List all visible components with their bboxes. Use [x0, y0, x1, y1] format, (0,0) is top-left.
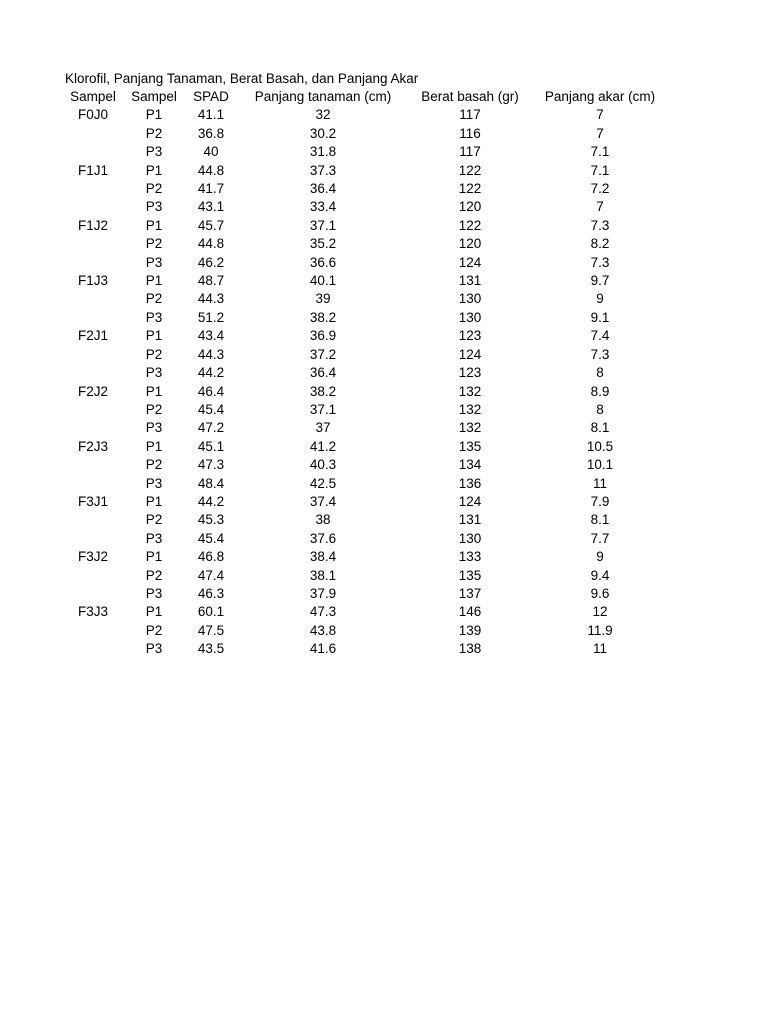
cell-sample: P2: [145, 125, 163, 141]
cell-root-length: 9.6: [590, 585, 610, 601]
cell-sample: P3: [145, 309, 163, 325]
cell-fresh-weight: 122: [458, 162, 482, 178]
cell-spad: 47.2: [197, 420, 225, 436]
cell-spad: 48.4: [197, 475, 225, 491]
cell-sample: P2: [145, 401, 163, 417]
cell-spad: 43.4: [197, 328, 225, 344]
cell-treatment: [62, 235, 124, 253]
cell-treatment: [62, 401, 124, 419]
cell-root-length: 8: [596, 401, 604, 417]
cell-fresh-weight: 130: [458, 291, 482, 307]
cell-spad: 45.4: [197, 401, 225, 417]
cell-spad: 45.1: [197, 438, 225, 454]
cell-spad: 47.5: [197, 622, 225, 638]
header-row: [62, 88, 668, 106]
cell-fresh-weight: 124: [458, 493, 482, 509]
cell-plant-height: 36.6: [309, 254, 337, 270]
cell-fresh-weight: 130: [458, 530, 482, 546]
table-row: [62, 217, 668, 235]
table-body: [62, 106, 668, 658]
cell-root-length: 7.3: [590, 217, 610, 233]
cell-treatment: [62, 567, 124, 585]
cell-spad: 44.2: [197, 493, 225, 509]
cell-fresh-weight: 124: [458, 254, 482, 270]
cell-root-length: 9: [596, 549, 604, 565]
cell-root-length: 7.3: [590, 346, 610, 362]
table-row: [62, 346, 668, 364]
table-row: [62, 327, 668, 345]
cell-sample: P1: [145, 217, 163, 233]
cell-sample: P2: [145, 567, 163, 583]
cell-plant-height: 32: [315, 107, 331, 123]
cell-treatment: [62, 143, 124, 161]
cell-root-length: 11: [592, 641, 607, 657]
cell-spad: 43.1: [197, 199, 225, 215]
table-row: [62, 235, 668, 253]
cell-spad: 41.1: [197, 107, 225, 123]
cell-spad: 45.3: [197, 512, 225, 528]
cell-plant-height: 37.2: [309, 346, 337, 362]
cell-treatment: F2J3: [77, 438, 108, 454]
column-header-plant-height: Panjang tanaman (cm): [254, 89, 392, 104]
table-row: [62, 106, 668, 124]
cell-plant-height: 37.1: [309, 401, 337, 417]
cell-fresh-weight: 131: [458, 273, 482, 289]
cell-plant-height: 39: [315, 291, 331, 307]
cell-fresh-weight: 138: [458, 641, 482, 657]
cell-sample: P3: [145, 199, 163, 215]
cell-spad: 45.7: [197, 217, 225, 233]
cell-plant-height: 31.8: [309, 144, 337, 160]
cell-spad: 47.3: [197, 457, 225, 473]
cell-sample: P3: [145, 144, 163, 160]
cell-treatment: [62, 198, 124, 216]
cell-fresh-weight: 139: [458, 622, 482, 638]
cell-spad: 40: [203, 144, 219, 160]
cell-plant-height: 40.1: [309, 273, 337, 289]
cell-sample: P1: [145, 549, 163, 565]
cell-root-length: 7.1: [590, 144, 610, 160]
sheet-title: Klorofil, Panjang Tanaman, Berat Basah, dan Panjang Akar: [65, 71, 419, 86]
column-header-spad: SPAD: [193, 89, 229, 104]
cell-plant-height: 40.3: [309, 457, 337, 473]
table-row: [62, 309, 668, 327]
cell-spad: 48.7: [197, 273, 225, 289]
cell-fresh-weight: 117: [459, 144, 481, 160]
cell-fresh-weight: 146: [458, 604, 482, 620]
cell-fresh-weight: 120: [458, 199, 482, 215]
cell-treatment: [62, 511, 124, 529]
table-row: [62, 290, 668, 308]
cell-treatment: F2J1: [77, 328, 108, 344]
cell-fresh-weight: 134: [458, 457, 482, 473]
cell-root-length: 10.1: [586, 457, 614, 473]
table-row: [62, 456, 668, 474]
cell-fresh-weight: 117: [459, 107, 481, 123]
cell-spad: 44.8: [197, 236, 225, 252]
cell-sample: P3: [145, 641, 163, 657]
cell-spad: 46.3: [197, 585, 225, 601]
cell-spad: 46.8: [197, 549, 225, 565]
cell-sample: P2: [145, 512, 163, 528]
cell-fresh-weight: 124: [458, 346, 482, 362]
cell-fresh-weight: 122: [458, 181, 482, 197]
cell-treatment: F2J2: [77, 383, 108, 399]
cell-spad: 44.8: [197, 162, 225, 178]
cell-plant-height: 30.2: [309, 125, 337, 141]
table-row: [62, 548, 668, 566]
table-row: [62, 383, 668, 401]
cell-root-length: 9.4: [590, 567, 610, 583]
table-row: [62, 603, 668, 621]
cell-treatment: [62, 585, 124, 603]
cell-treatment: F0J0: [77, 107, 108, 123]
cell-root-length: 12: [592, 604, 608, 620]
cell-fresh-weight: 116: [459, 125, 481, 141]
cell-treatment: F3J2: [77, 549, 108, 565]
cell-sample: P1: [145, 383, 163, 399]
table-row: [62, 530, 668, 548]
cell-sample: P2: [145, 236, 163, 252]
cell-spad: 51.2: [197, 309, 225, 325]
cell-sample: P1: [145, 604, 163, 620]
cell-fresh-weight: 132: [458, 401, 482, 417]
column-header-fresh-weight: Berat basah (gr): [421, 89, 519, 104]
cell-plant-height: 38.2: [309, 309, 337, 325]
cell-sample: P1: [145, 273, 163, 289]
cell-treatment: [62, 622, 124, 640]
table-row: [62, 475, 668, 493]
cell-fresh-weight: 123: [458, 328, 482, 344]
table-row: [62, 438, 668, 456]
table-row: [62, 254, 668, 272]
cell-root-length: 7.4: [590, 328, 610, 344]
table-row: [62, 401, 668, 419]
cell-treatment: [62, 456, 124, 474]
cell-fresh-weight: 132: [458, 383, 482, 399]
cell-root-length: 9.7: [590, 273, 610, 289]
cell-sample: P3: [145, 475, 163, 491]
cell-fresh-weight: 131: [458, 512, 482, 528]
cell-treatment: [62, 290, 124, 308]
cell-treatment: F1J1: [77, 162, 108, 178]
table-row: [62, 640, 668, 658]
table-row: [62, 585, 668, 603]
cell-sample: P1: [145, 328, 163, 344]
cell-plant-height: 36.4: [309, 181, 337, 197]
cell-plant-height: 47.3: [309, 604, 337, 620]
cell-root-length: 8.1: [590, 512, 610, 528]
cell-sample: P2: [145, 457, 163, 473]
column-header-root-length: Panjang akar (cm): [544, 89, 656, 104]
cell-sample: P2: [145, 291, 163, 307]
cell-plant-height: 35.2: [309, 236, 337, 252]
cell-plant-height: 38: [315, 512, 331, 528]
cell-plant-height: 33.4: [309, 199, 337, 215]
cell-treatment: [62, 254, 124, 272]
table-row: [62, 364, 668, 382]
cell-plant-height: 38.1: [309, 567, 337, 583]
cell-root-length: 8.9: [590, 383, 610, 399]
cell-spad: 60.1: [197, 604, 225, 620]
cell-treatment: F3J3: [77, 604, 108, 620]
cell-plant-height: 37.4: [309, 493, 337, 509]
cell-fresh-weight: 122: [458, 217, 482, 233]
cell-fresh-weight: 132: [458, 420, 482, 436]
cell-fresh-weight: 123: [458, 365, 482, 381]
cell-sample: P1: [145, 162, 163, 178]
cell-treatment: [62, 640, 124, 658]
cell-treatment: [62, 180, 124, 198]
cell-root-length: 7: [596, 125, 604, 141]
cell-sample: P3: [145, 365, 163, 381]
cell-plant-height: 41.2: [309, 438, 337, 454]
cell-root-length: 7.1: [590, 162, 610, 178]
cell-spad: 44.2: [197, 365, 225, 381]
table-row: [62, 162, 668, 180]
cell-treatment: [62, 530, 124, 548]
cell-fresh-weight: 120: [458, 236, 482, 252]
cell-spad: 46.4: [197, 383, 225, 399]
cell-treatment: [62, 364, 124, 382]
cell-plant-height: 36.4: [309, 365, 337, 381]
cell-fresh-weight: 137: [458, 585, 482, 601]
cell-spad: 45.4: [197, 530, 225, 546]
cell-root-length: 10.5: [586, 438, 614, 454]
cell-sample: P3: [145, 420, 163, 436]
table-row: [62, 125, 668, 143]
cell-sample: P1: [145, 438, 163, 454]
cell-treatment: [62, 475, 124, 493]
cell-spad: 44.3: [197, 346, 225, 362]
cell-plant-height: 37.9: [309, 585, 337, 601]
cell-treatment: F3J1: [77, 493, 108, 509]
cell-plant-height: 36.9: [309, 328, 337, 344]
cell-spad: 41.7: [197, 181, 225, 197]
cell-spad: 43.5: [197, 641, 225, 657]
cell-spad: 44.3: [197, 291, 225, 307]
cell-root-length: 7.2: [590, 181, 610, 197]
cell-sample: P2: [145, 181, 163, 197]
cell-fresh-weight: 130: [458, 309, 482, 325]
table-row: [62, 180, 668, 198]
cell-treatment: [62, 346, 124, 364]
cell-sample: P1: [145, 493, 163, 509]
cell-fresh-weight: 135: [458, 438, 482, 454]
cell-root-length: 7.7: [590, 530, 610, 546]
cell-fresh-weight: 135: [458, 567, 482, 583]
cell-plant-height: 38.2: [309, 383, 337, 399]
cell-root-length: 7.3: [590, 254, 610, 270]
cell-plant-height: 41.6: [309, 641, 337, 657]
cell-root-length: 7.9: [590, 493, 610, 509]
cell-treatment: [62, 309, 124, 327]
table-row: [62, 493, 668, 511]
table-row: [62, 143, 668, 161]
cell-root-length: 9: [596, 291, 604, 307]
cell-root-length: 7: [596, 107, 604, 123]
cell-plant-height: 43.8: [309, 622, 337, 638]
cell-sample: P3: [145, 530, 163, 546]
column-header-sample: Sampel: [131, 89, 177, 104]
table-row: [62, 567, 668, 585]
cell-fresh-weight: 133: [458, 549, 482, 565]
table-row: [62, 622, 668, 640]
cell-treatment: F1J3: [77, 273, 108, 289]
cell-treatment: F1J2: [77, 217, 108, 233]
table-row: [62, 419, 668, 437]
cell-sample: P3: [145, 254, 163, 270]
cell-plant-height: 37.1: [309, 217, 337, 233]
cell-root-length: 11: [592, 475, 607, 491]
cell-plant-height: 37.3: [309, 162, 337, 178]
cell-plant-height: 42.5: [309, 475, 337, 491]
table-row: [62, 511, 668, 529]
cell-fresh-weight: 136: [458, 475, 482, 491]
cell-spad: 46.2: [197, 254, 225, 270]
cell-root-length: 11.9: [587, 622, 613, 638]
cell-root-length: 9.1: [590, 309, 610, 325]
cell-spad: 36.8: [197, 125, 225, 141]
cell-spad: 47.4: [197, 567, 225, 583]
cell-root-length: 8: [596, 365, 604, 381]
table-row: [62, 198, 668, 216]
cell-sample: P2: [145, 622, 163, 638]
cell-root-length: 7: [596, 199, 604, 215]
column-header-treatment: Sampel: [70, 89, 116, 104]
cell-treatment: [62, 419, 124, 437]
cell-root-length: 8.2: [590, 236, 610, 252]
cell-plant-height: 38.4: [309, 549, 337, 565]
cell-root-length: 8.1: [590, 420, 610, 436]
cell-sample: P3: [145, 585, 163, 601]
data-table: [62, 88, 668, 659]
cell-sample: P2: [145, 346, 163, 362]
cell-plant-height: 37: [315, 420, 331, 436]
table-row: [62, 272, 668, 290]
cell-treatment: [62, 125, 124, 143]
cell-plant-height: 37.6: [309, 530, 337, 546]
cell-sample: P1: [145, 107, 163, 123]
